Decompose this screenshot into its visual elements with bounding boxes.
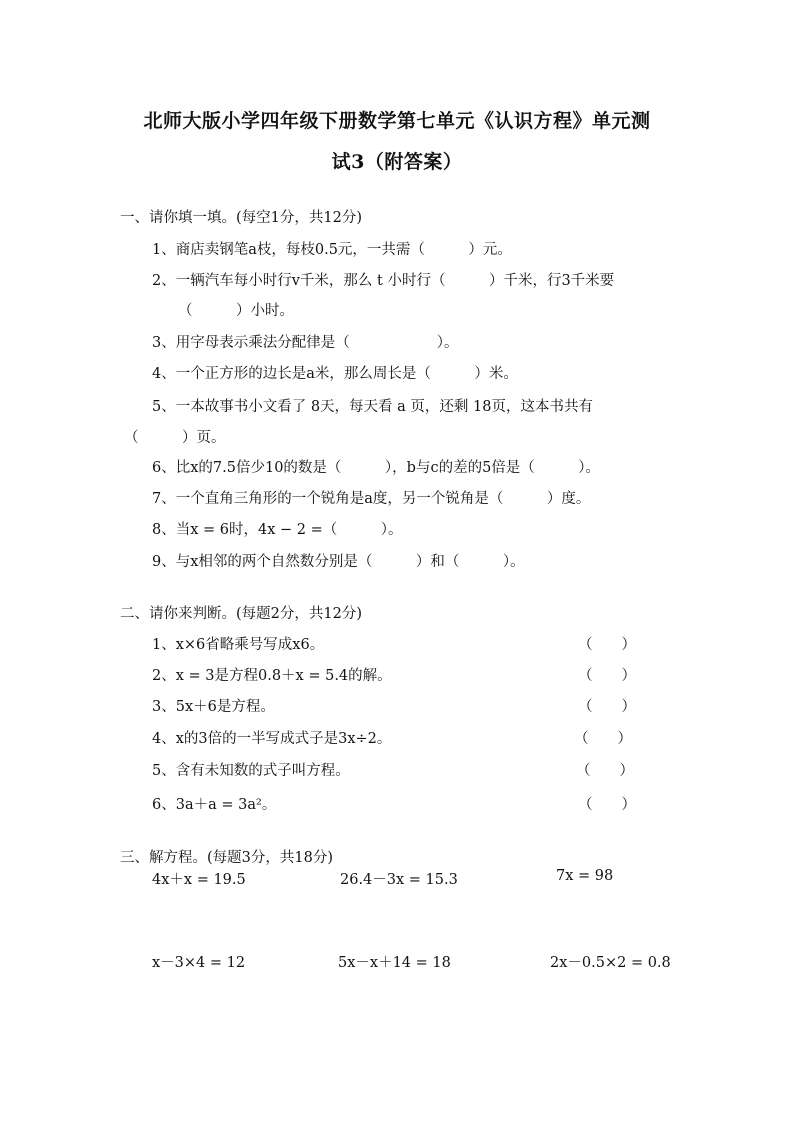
judge-item-3: 3、5x＋6是方程。 <box>152 699 275 715</box>
equation-2: 26.4－3x = 15.3 <box>340 872 458 888</box>
judge-item-2: 2、x = 3是方程0.8＋x = 5.4的解。 <box>152 668 392 684</box>
fill-item-1: 1、商店卖钢笔a枝，每枝0.5元，一共需（ ）元。 <box>152 242 512 258</box>
equation-3: 7x = 98 <box>556 868 614 884</box>
equation-5: 5x－x＋14 = 18 <box>338 955 451 971</box>
fill-item-7: 7、一个直角三角形的一个锐角是a度，另一个锐角是（ ）度。 <box>152 491 591 507</box>
equation-6: 2x－0.5×2 = 0.8 <box>550 955 671 971</box>
fill-item-2: 2、一辆汽车每小时行v千米，那么 t 小时行（ ）千米，行3千米要 <box>152 273 615 289</box>
fill-item-6: 6、比x的7.5倍少10的数是（ ），b与c的差的5倍是（ ）。 <box>152 460 601 476</box>
equation-4: x－3×4 = 12 <box>152 955 246 971</box>
fill-item-8: 8、当x = 6时，4x − 2 =（ ）。 <box>152 522 403 538</box>
title-line-1: 北师大版小学四年级下册数学第七单元《认识方程》单元测 <box>143 110 651 132</box>
fill-item-2-cont: （ ）小时。 <box>178 303 294 319</box>
section3-heading: 三、解方程。(每题3分，共18分) <box>120 850 333 866</box>
judge-answer-2: （ ） <box>578 668 636 684</box>
judge-item-5: 5、含有未知数的式子叫方程。 <box>152 763 350 779</box>
judge-answer-6: （ ） <box>578 797 636 813</box>
judge-item-1: 1、x×6省略乘号写成x6。 <box>152 637 325 653</box>
fill-item-5-cont: （ ）页。 <box>124 430 226 446</box>
equation-1: 4x＋x = 19.5 <box>152 872 246 888</box>
judge-answer-4: （ ） <box>574 731 632 747</box>
judge-answer-1: （ ） <box>578 637 636 653</box>
section2-heading: 二、请你来判断。(每题2分，共12分) <box>120 606 362 622</box>
judge-item-6: 6、3a＋a = 3a²。 <box>152 797 277 813</box>
fill-item-5: 5、一本故事书小文看了 8天，每天看 a 页，还剩 18页，这本书共有 <box>152 399 593 415</box>
title-line-2: 试3（附答案） <box>331 151 463 173</box>
judge-answer-5: （ ） <box>576 763 634 779</box>
judge-answer-3: （ ） <box>578 699 636 715</box>
fill-item-3: 3、用字母表示乘法分配律是（ ）。 <box>152 335 459 351</box>
judge-item-4: 4、x的3倍的一半写成式子是3x÷2。 <box>152 731 392 747</box>
fill-item-9: 9、与x相邻的两个自然数分别是（ ）和（ ）。 <box>152 554 525 570</box>
section1-heading: 一、请你填一填。(每空1分，共12分) <box>120 210 362 226</box>
fill-item-4: 4、一个正方形的边长是a米，那么周长是（ ）米。 <box>152 366 518 382</box>
